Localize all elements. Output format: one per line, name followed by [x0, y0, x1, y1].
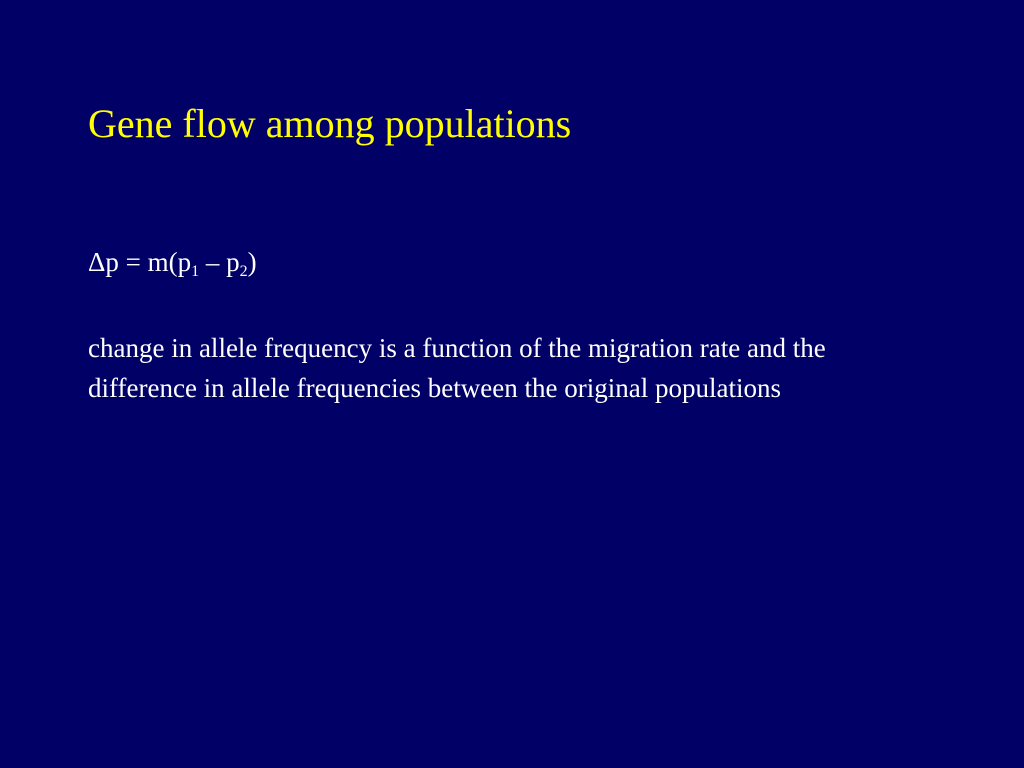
gene-flow-formula — [88, 244, 257, 280]
slide-title: Gene flow among populations — [88, 101, 572, 146]
formula-end: ) — [247, 247, 257, 277]
formula-subscript-1: 1 — [191, 263, 200, 280]
formula-subscript-2: 2 — [239, 263, 248, 280]
slide-body-text: change in allele frequency is a function of the migration rate and the difference in allele frequencies between the original populations — [88, 333, 826, 403]
formula-lhs: Δp = m(p — [88, 247, 192, 277]
formula-mid: – p — [199, 247, 240, 277]
